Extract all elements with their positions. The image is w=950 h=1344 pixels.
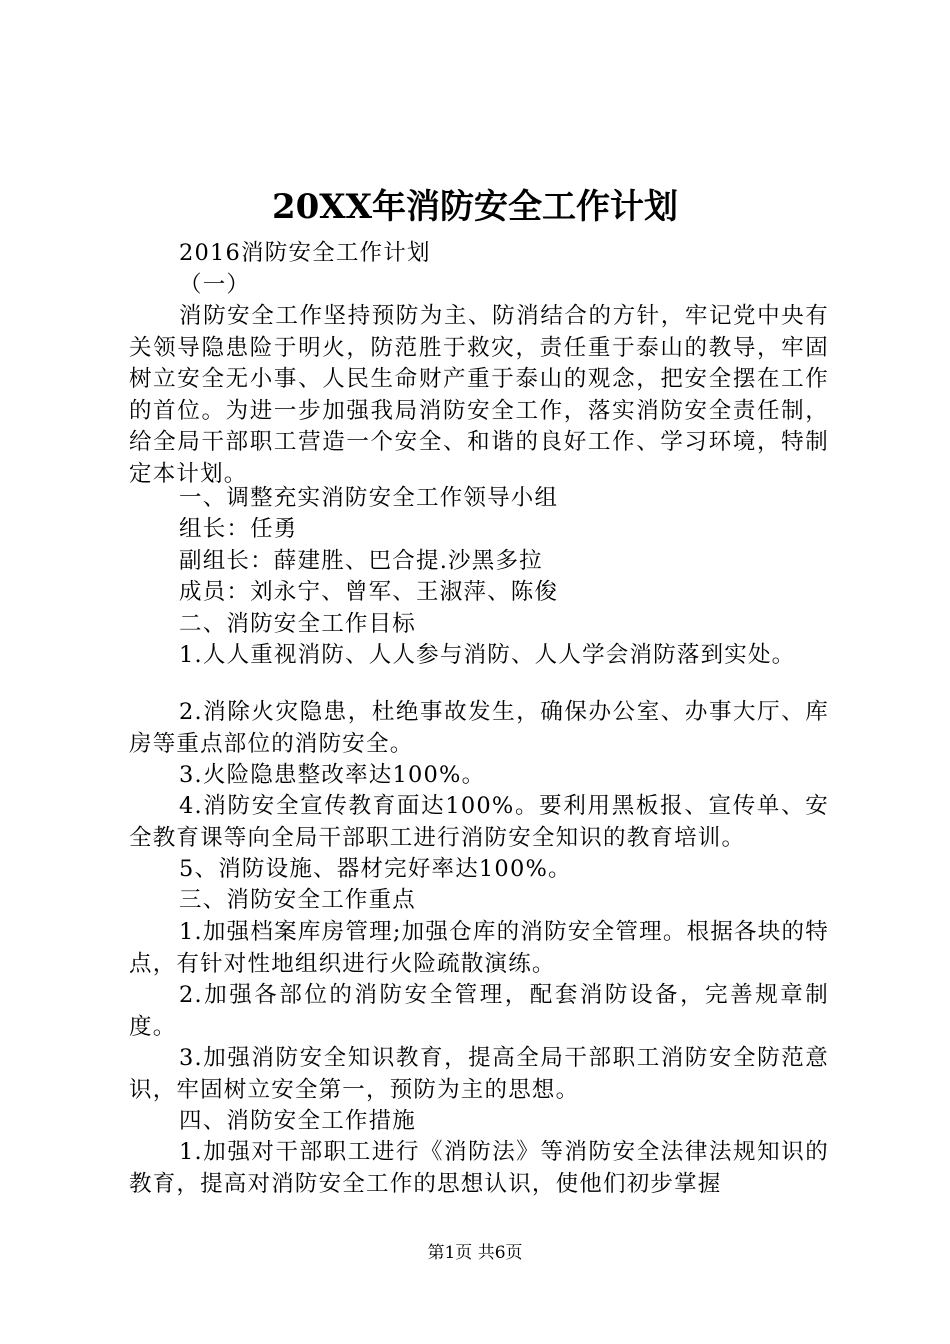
focus-item-2: 2.加强各部位的消防安全管理，配套消防设备，完善规章制度。 — [129, 982, 829, 1040]
goal-item-2: 2.消除火灾隐患，杜绝事故发生，确保办公室、办事大厅、库房等重点部位的消防安全。 — [129, 699, 829, 757]
part-label: （一） — [179, 272, 251, 298]
goal-item-5: 5、消防设施、器材完好率达100%。 — [179, 856, 572, 882]
goal-item-4: 4.消防安全宣传教育面达100%。要利用黑板报、宣传单、安全教育课等向全局干部职工进行消防安全知识的教育培训。 — [129, 793, 829, 851]
measure-item-1: 1.加强对干部职工进行《消防法》等消防安全法律法规知识的教育，提高对消防安全工作的思想认识，使他们初步掌握 — [129, 1139, 829, 1197]
goal-item-3: 3.火险隐患整改率达100%。 — [179, 762, 486, 788]
deputy-line: 副组长：薛建胜、巴合提.沙黑多拉 — [179, 548, 543, 574]
focus-item-3: 3.加强消防安全知识教育，提高全局干部职工消防安全防范意识，牢固树立安全第一，预防为主的思想。 — [129, 1045, 829, 1103]
section-heading-1: 一、调整充实消防安全工作领导小组 — [179, 485, 559, 511]
subtitle: 2016消防安全工作计划 — [179, 240, 431, 266]
focus-item-1: 1.加强档案库房管理;加强仓库的消防安全管理。根据各块的特点，有针对性地组织进行火险疏散演练。 — [129, 919, 829, 977]
goal-item-1: 1.人人重视消防、人人参与消防、人人学会消防落到实处。 — [179, 642, 796, 668]
section-heading-3: 三、消防安全工作重点 — [179, 887, 417, 913]
members-line: 成员：刘永宁、曾军、王淑萍、陈俊 — [179, 579, 559, 605]
section-heading-4: 四、消防安全工作措施 — [179, 1108, 417, 1134]
leader-line: 组长：任勇 — [179, 516, 298, 542]
intro-paragraph: 消防安全工作坚持预防为主、防消结合的方针，牢记党中央有关领导隐患险于明火，防范胜于救灾，责任重于泰山的教导，牢固树立安全无小事、人民生命财产重于泰山的观念，把安全摆在工作的首位。为进一步加强我局消防安全工作，落实消防安全责任制，给全局干部职工营造一个安全、和谐的良好工作、学习环境，特制定本计划。 — [129, 303, 829, 487]
document-title: 20XX年消防安全工作计划 — [271, 187, 679, 227]
section-heading-2: 二、消防安全工作目标 — [179, 611, 417, 637]
page-footer: 第1页 共6页 — [427, 1243, 523, 1263]
